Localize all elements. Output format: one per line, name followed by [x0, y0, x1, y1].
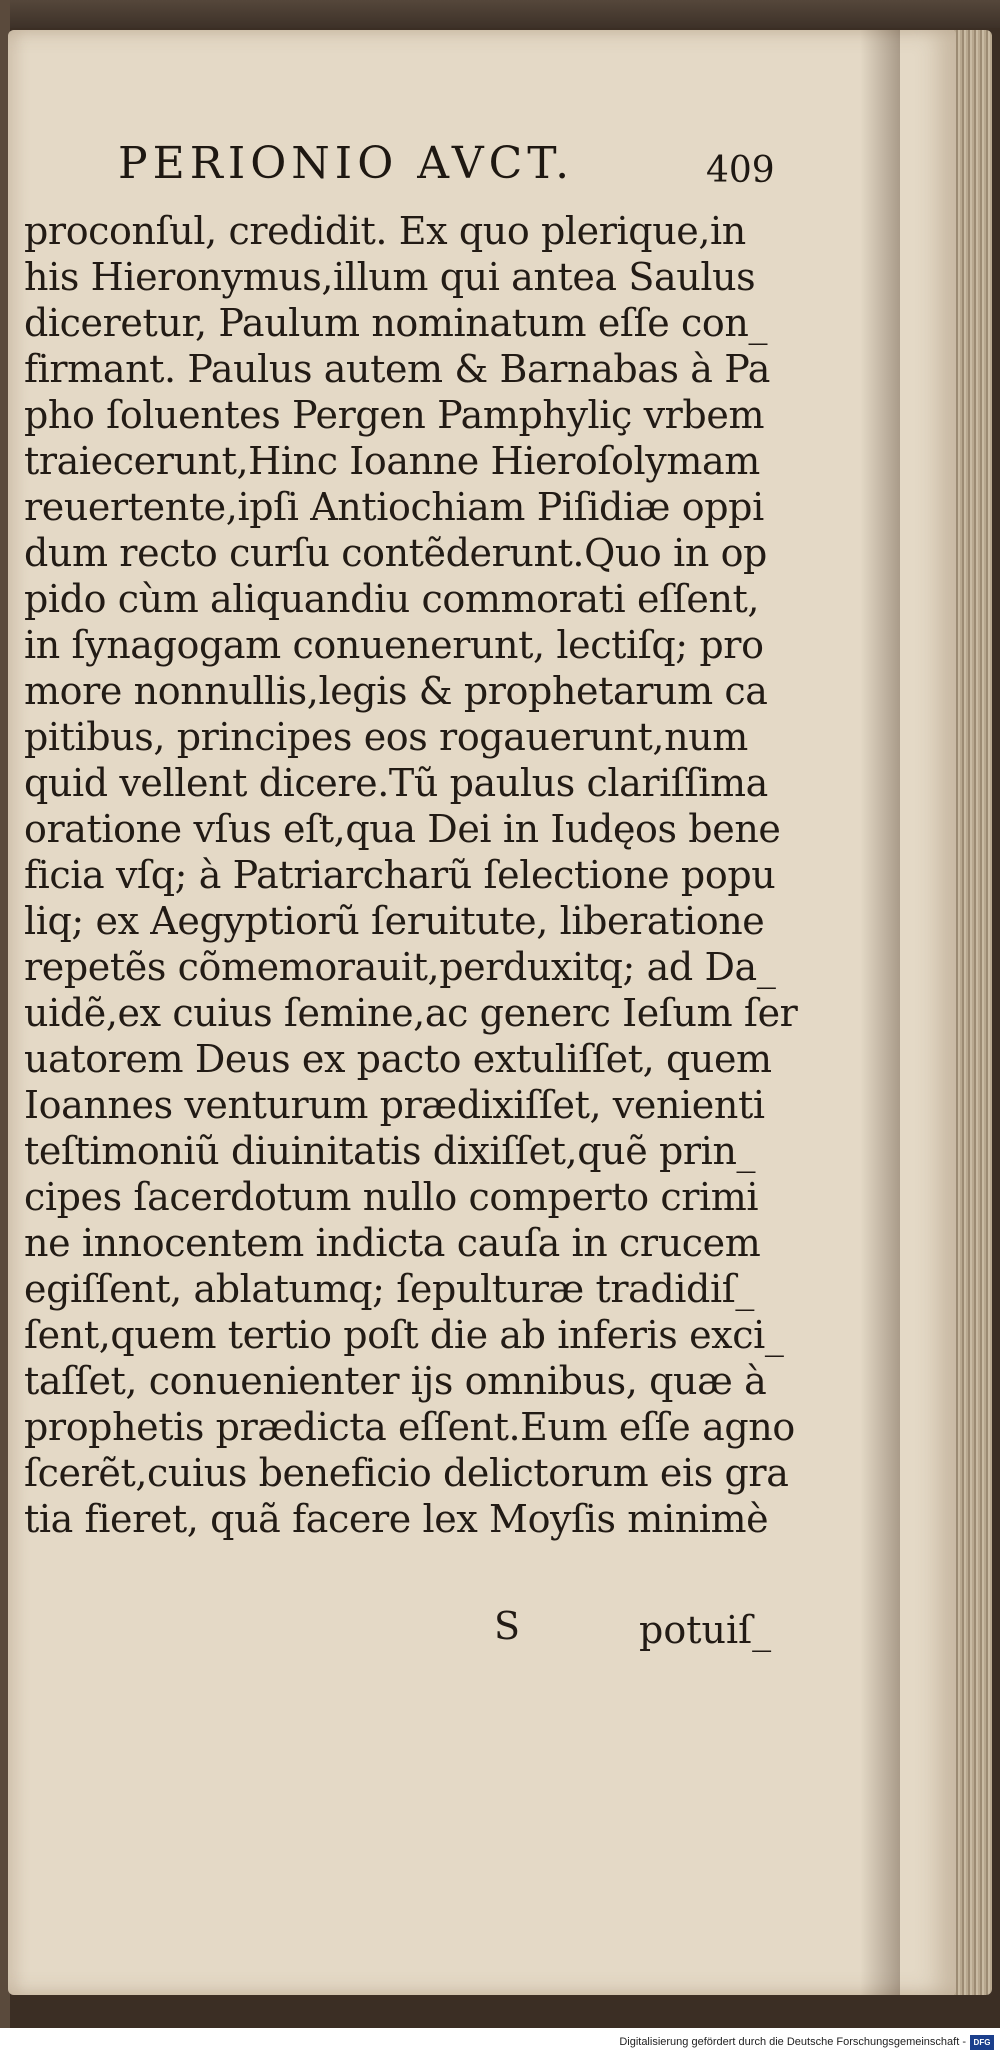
text-line: diceretur, Paulum nominatum eſſe con_ — [24, 301, 768, 345]
text-line: oratione vſus eſt,qua Dei in Iudęos bene — [24, 807, 781, 851]
text-line: teſtimoniũ diuinitatis dixiſſet,quẽ prin_ — [24, 1129, 756, 1173]
text-line: prophetis prædicta eſſent.Eum eſſe agno — [24, 1405, 795, 1449]
text-line: ne innocentem indicta cauſa in crucem — [24, 1221, 761, 1265]
funding-credit: Digitalisierung gefördert durch die Deutsche Forschungsgemeinschaft - — [619, 2036, 966, 2048]
text-line: proconſul, credidit. Ex quo plerique,in — [24, 209, 746, 253]
text-line: quid vellent dicere.Tũ paulus clariſſima — [24, 761, 768, 805]
text-line: traiecerunt,Hinc Ioanne Hieroſolymam — [24, 439, 760, 483]
text-line: pho ſoluentes Pergen Pamphyliç vrbem — [24, 393, 765, 437]
text-line: pitibus, principes eos rogauerunt,num — [24, 715, 748, 759]
catch-line — [24, 1604, 784, 1650]
text-line: repetẽs cõmemorauit,perduxitq; ad Da_ — [24, 945, 776, 989]
page-header — [118, 138, 798, 194]
dfg-logo: DFG — [970, 2035, 994, 2050]
text-line: taſſet, conuenienter ijs omnibus, quæ à — [24, 1359, 767, 1403]
page-gutter-shadow — [860, 30, 900, 1995]
text-line: firmant. Paulus autem & Barnabas à Pa — [24, 347, 770, 391]
text-line: ſent,quem tertio poſt die ab inferis exci_ — [24, 1313, 784, 1357]
text-line: ficia vſq; à Patriarcharũ ſelectione popu — [24, 853, 776, 897]
text-line: cipes ſacerdotum nullo comperto crimi — [24, 1175, 759, 1219]
book-top-edge — [0, 0, 1000, 28]
text-line: more nonnullis,legis & prophetarum ca — [24, 669, 768, 713]
text-line: his Hieronymus,illum qui antea Saulus — [24, 255, 756, 299]
text-line: dum recto curſu contẽderunt.Quo in op — [24, 531, 767, 575]
body-text — [24, 208, 798, 1542]
text-line: egiſſent, ablatumq; ſepulturæ tradidiſ_ — [24, 1267, 754, 1311]
signature-mark: S — [494, 1604, 521, 1648]
text-line: tia fieret, quã facere lex Moyſis minimè — [24, 1497, 769, 1541]
text-line: in ſynagogam conuenerunt, lectiſq; pro — [24, 623, 764, 667]
text-line: liq; ex Aegyptiorũ ſeruitute, liberatione — [24, 899, 765, 943]
page-number: 409 — [706, 150, 775, 191]
running-head: PERIONIO AVCT. — [118, 138, 575, 189]
catchword: potuiſ_ — [639, 1608, 772, 1652]
digitization-footer — [0, 2028, 1000, 2060]
text-line: pido cùm aliquandiu commorati eſſent, — [24, 577, 760, 621]
text-line: reuertente,ipſi Antiochiam Piſidiæ oppi — [24, 485, 764, 529]
text-line: uidẽ,ex cuius ſemine,ac generc Ieſum ſer — [24, 991, 798, 1035]
text-line: Ioannes venturum prædixiſſet, venienti — [24, 1083, 765, 1127]
text-line: ſcerẽt,cuius beneficio delictorum eis gra — [24, 1451, 789, 1495]
text-line: uatorem Deus ex pacto extuliſſet, quem — [24, 1037, 772, 1081]
